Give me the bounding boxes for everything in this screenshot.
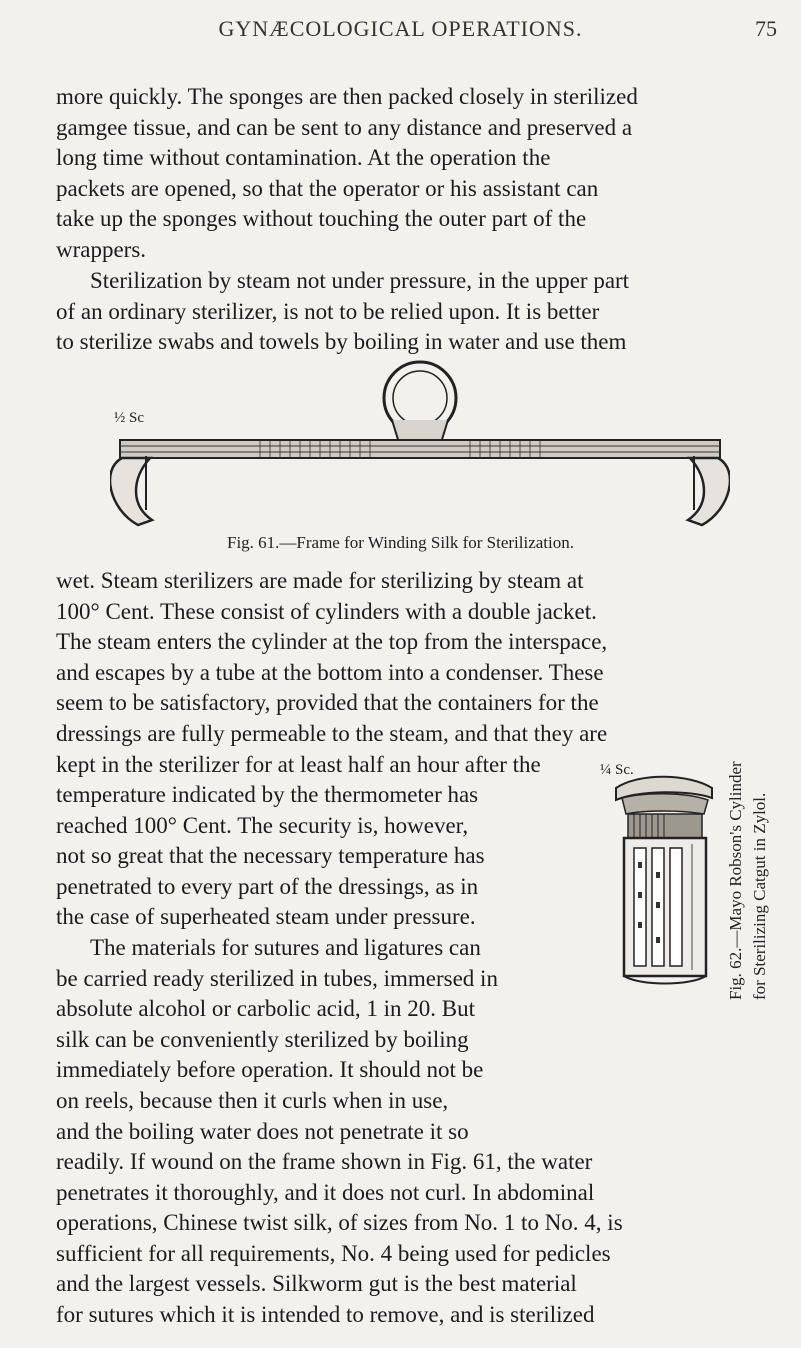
paragraph-sutures-narrow <box>56 933 551 1147</box>
text-line: wet. Steam sterilizers are made for sterilizing by steam at <box>56 568 584 593</box>
text-line: more quickly. The sponges are then packed closely in sterilized <box>56 84 638 109</box>
text-line: not so great that the necessary temperature has <box>56 843 485 869</box>
text-line: take up the sponges without touching the outer part of the <box>56 206 587 232</box>
paragraph-steam-sterilizers <box>56 566 786 780</box>
figure-62-caption-line: Fig. 62.—Mayo Robson's Cylinder <box>726 761 745 1000</box>
text-line: wrappers. <box>56 236 147 262</box>
running-title: GYNÆCOLOGICAL OPERATIONS. <box>218 16 583 41</box>
text-line: on reels, because then it curls when in use, <box>56 1087 449 1113</box>
text-line: penetrates it thoroughly, and it does not curl. In abdominal <box>56 1179 595 1205</box>
text-line: readily. If wound on the frame shown in Fig. 61, the water <box>56 1149 593 1174</box>
page-header <box>0 6 801 50</box>
paragraph-sponges <box>56 82 786 266</box>
text-line: the case of superheated steam under pressure. <box>56 904 476 930</box>
text-line: penetrated to every part of the dressings, as in <box>56 873 479 899</box>
paragraph-sutures <box>56 1147 786 1331</box>
text-line: temperature indicated by the thermometer has <box>56 782 479 807</box>
text-line: silk can be conveniently sterilized by boiling <box>56 1026 469 1052</box>
text-line: sufficient for all requirements, No. 4 being used for pedicles <box>56 1240 611 1266</box>
text-line: be carried ready sterilized in tubes, immersed in <box>56 965 498 991</box>
figure-61-silk-frame <box>110 360 730 535</box>
text-line: gamgee tissue, and can be sent to any distance and preserved a <box>56 114 633 140</box>
text-line: kept in the sterilizer for at least half an hour after the <box>56 751 541 777</box>
paragraph-steam-upper <box>56 266 786 358</box>
text-line: Sterilization by steam not under pressure, in the upper part <box>90 268 630 293</box>
text-line: The steam enters the cylinder at the top from the interspace, <box>56 629 608 655</box>
page-number: 75 <box>755 16 777 41</box>
text-line: of an ordinary sterilizer, is not to be relied upon. It is better <box>56 298 600 324</box>
figure-62-caption-line: for Sterilizing Catgut in Zylol. <box>750 792 769 1000</box>
text-line: reached 100° Cent. The security is, however, <box>56 812 469 838</box>
text-line: and the largest vessels. Silkworm gut is the best material <box>56 1271 577 1297</box>
text-line: absolute alcohol or carbolic acid, 1 in 20. But <box>56 996 475 1022</box>
text-line: to sterilize swabs and towels by boiling in water and use them <box>56 329 627 355</box>
text-line: operations, Chinese twist silk, of sizes from No. 1 to No. 4, is <box>56 1210 623 1236</box>
text-line: 100° Cent. These consist of cylinders with a double jacket. <box>56 598 597 624</box>
figure-62-cylinder <box>600 762 720 992</box>
paragraph-steam-sterilizers-narrow <box>56 780 551 933</box>
text-line: and escapes by a tube at the bottom into a condenser. These <box>56 659 604 685</box>
cylinder-illustration <box>600 762 720 992</box>
text-line: long time without contamination. At the operation the <box>56 145 551 171</box>
text-line: seem to be satisfactory, provided that the containers for the <box>56 690 599 716</box>
figure-62-scale-label: ¼ Sc. <box>600 762 634 778</box>
text-line: The materials for sutures and ligatures can <box>90 935 481 960</box>
silk-frame-illustration <box>110 360 730 535</box>
text-line: dressings are fully permeable to the steam, and that they are <box>56 720 608 746</box>
text-line: and the boiling water does not penetrate it so <box>56 1118 469 1144</box>
figure-61-caption: Fig. 61.—Frame for Winding Silk for Sterilization. <box>227 533 574 552</box>
text-line: packets are opened, so that the operator or his assistant can <box>56 175 599 201</box>
text-line: immediately before operation. It should not be <box>56 1057 484 1083</box>
figure-62-caption <box>724 761 780 1000</box>
figure-61-scale-label: ½ Sc <box>114 410 144 426</box>
text-line: for sutures which it is intended to remove, and is sterilized <box>56 1301 595 1327</box>
